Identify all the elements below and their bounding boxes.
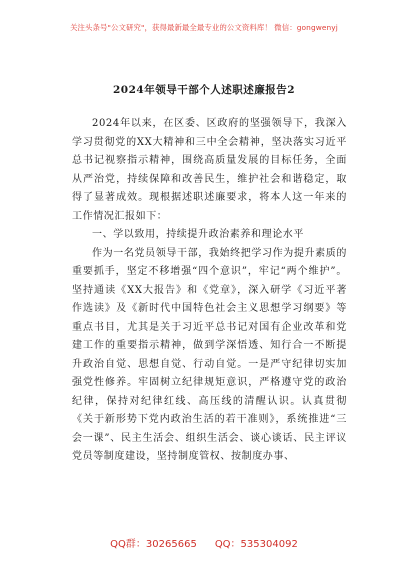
section-paragraph: 作为一名党员领导干部，我始终把学习作为提升素质的重要抓手，坚定不移增强“四个意识”，牢记“两个维护”。坚持通读《XX大报告》和《党章》，深入研学《习近平著作选读》及《新时代中国特色社会主义思想学习纲要》等重点书目，尤其是关于习近平总书记对国有企业改革和党建工作的重要指示精神，做到学深悟透、知行合一不断提升政治自觉、思想自觉、行动自觉。一是严守纪律切实加强党性修养。牢固树立纪律规矩意识，严格遵守党的政治纪律，保持对纪律红线、高压线的清醒认识。认真贯彻《关于新形势下党内政治生活的若干准则》，系统推进“三会一课”、民主生活会、组织生活会、谈心谈话、民主评议党员等制度建设，坚持制度管权、按制度办事、 bbox=[72, 247, 347, 462]
qq-group-number: QQ群：30265665 bbox=[110, 539, 197, 550]
document-body bbox=[72, 115, 347, 467]
page-footer bbox=[0, 535, 408, 550]
page-header-banner: 关注头条号"公文研究"，获得最新最全最专业的公文资料库！ 微信：gongwenyj bbox=[70, 23, 338, 32]
intro-paragraph: 2024年以来，在区委、区政府的坚强领导下，我深入学习贯彻党的XX大精神和三中全会精神，坚决落实习近平总书记视察指示精神，围绕高质量发展的目标任务，全面从严治党，持续保障和改善民生，维护社会和谐稳定，取得了显著成效。现根据述职述廉要求，将本人这一年来的工作情况汇报如下： bbox=[72, 118, 347, 222]
qq-number: QQ：535304092 bbox=[214, 539, 298, 550]
document-title: 2024年领导干部个人述职述廉报告2 bbox=[112, 84, 296, 96]
section-heading: 一、学以致用，持续提升政治素养和理论水平 bbox=[92, 229, 304, 240]
